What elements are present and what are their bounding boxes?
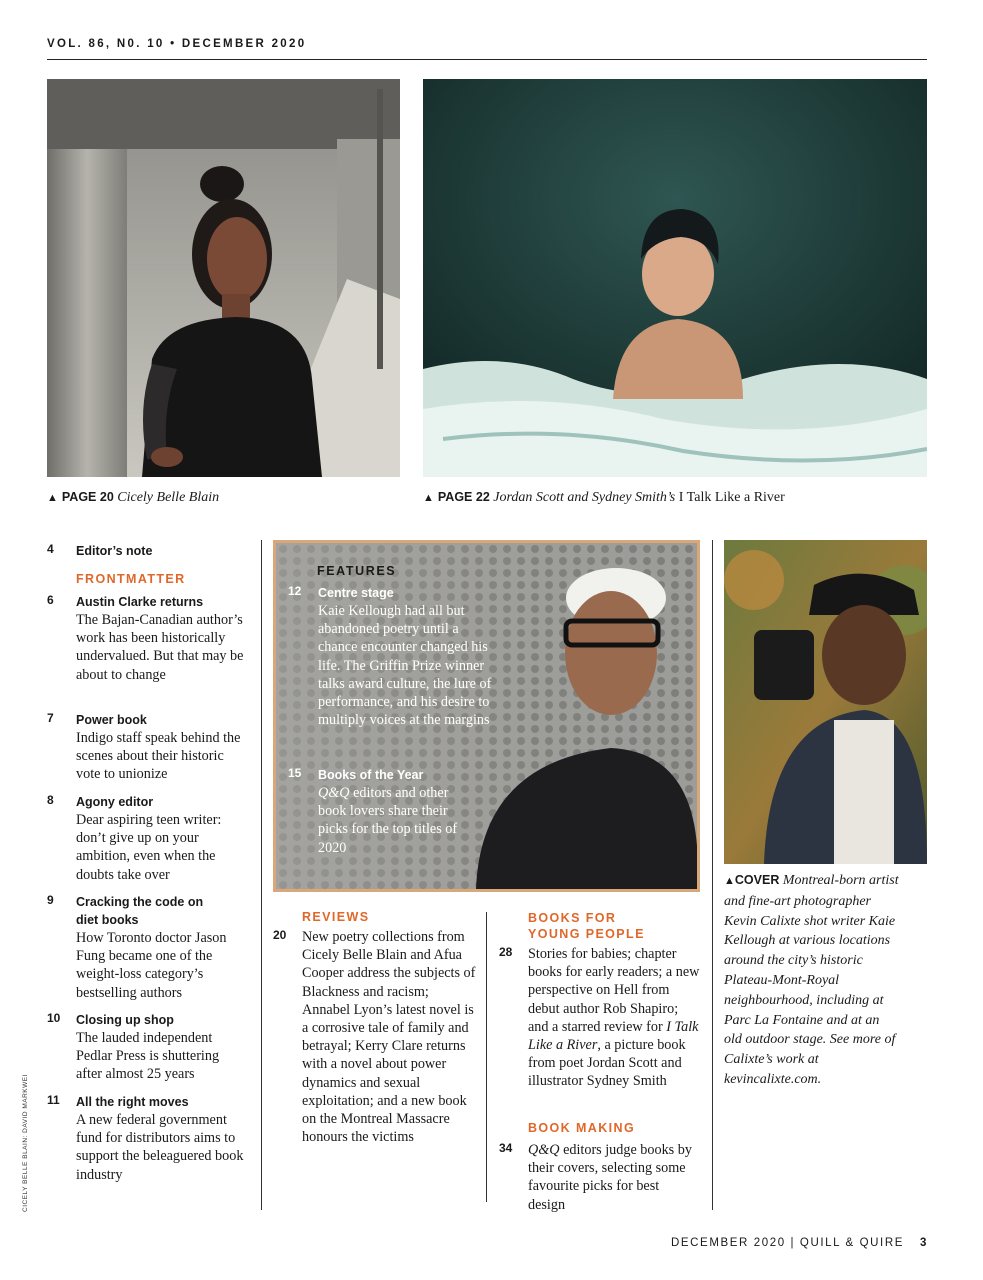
caption-page-20: ▲ PAGE 20 Cicely Belle Blain bbox=[47, 490, 220, 505]
toc-item[interactable]: 7 Power book Indigo staff speak behind the scenes about their historic vote to unionize bbox=[47, 711, 241, 783]
toc-item[interactable]: 8 Agony editor Dear aspiring teen writer: don’t give up on your ambition, even when the doubts take over bbox=[47, 793, 222, 883]
toc-reviews[interactable]: 20 New poetry collections from Cicely Belle Blain and Afua Cooper address the subjects of Blackness and racism; Annabel Lyon’s latest novel is a corrosive tale of family and betrayal; Kerry Clare returns with a novel about power dynamics and sexual exploitation; and a new book on the Montreal Massacre honours the victims bbox=[273, 928, 476, 1146]
books-young-people-heading: BOOKS FOR YOUNG PEOPLE bbox=[528, 911, 645, 941]
caption-page-22: ▲ PAGE 22 Jordan Scott and Sydney Smith’s I Talk Like a River bbox=[423, 490, 785, 505]
toc-item[interactable]: 11 All the right moves A new federal government fund for distributors aims to support the beleaguered book industry bbox=[47, 1093, 244, 1183]
masthead: VOL. 86, N0. 10 • DECEMBER 2020 bbox=[47, 38, 307, 50]
page-number: 3 bbox=[920, 1237, 928, 1249]
triangle-up-icon: ▲ bbox=[423, 492, 434, 504]
toc-books-young-people[interactable]: 28 Stories for babies; chapter books for early readers; a new perspective on Hell from debut author Rob Shapiro; and a starred review for I Talk Like a River, a picture book from poet Jordan Scott and illustrator Sydney Smith bbox=[499, 945, 700, 1090]
column-divider bbox=[486, 912, 487, 1202]
feature-item-centre-stage[interactable]: 12 Centre stage Kaie Kellough had all but abandoned poetry until a chance encounter changed his life. The Griffin Prize winner talks award culture, the lure of performance, and his desire to multiply voices at the margins bbox=[288, 584, 492, 729]
triangle-up-icon: ▲ bbox=[47, 492, 58, 504]
photo-kevin-calixte bbox=[724, 540, 927, 864]
cover-caption: ▲COVER Montreal-born artist and fine-art photographer Kevin Calixte shot writer Kaie Kellough at various locations around the city’s historic Plateau-Mont-Royal neighbourhood, including at Parc La Fontaine and at an old outdoor stage. See more of Calixte’s work at kevincalixte.com. bbox=[724, 873, 899, 1087]
column-divider bbox=[261, 540, 262, 1210]
features-panel bbox=[273, 540, 700, 892]
photo-cicely-belle-blain bbox=[47, 79, 400, 477]
toc-item[interactable]: 9 Cracking the code on diet books How Toronto doctor Jason Fung became one of the weight-loss category’s bestselling authors bbox=[47, 893, 227, 1001]
frontmatter-heading: FRONTMATTER bbox=[76, 572, 186, 586]
reviews-heading: REVIEWS bbox=[302, 910, 370, 924]
features-label: FEATURES bbox=[317, 564, 397, 578]
book-making-heading: BOOK MAKING bbox=[528, 1121, 636, 1135]
feature-item-books-of-the-year[interactable]: 15 Books of the Year Q&Q editors and other book lovers share their picks for the top titles of 2020 bbox=[288, 766, 458, 856]
toc-item[interactable]: 6 Austin Clarke returns The Bajan-Canadian author’s work has been historically undervalued. But that may be about to change bbox=[47, 593, 244, 683]
illustration-i-talk-like-a-river bbox=[423, 79, 927, 477]
toc-book-making[interactable]: 34 Q&Q editors judge books by their covers, selecting some favourite picks for best design bbox=[499, 1141, 692, 1213]
page-footer: DECEMBER 2020 | QUILL & QUIRE 3 bbox=[670, 1237, 928, 1249]
triangle-up-icon: ▲ bbox=[724, 875, 735, 887]
toc-item[interactable]: 10 Closing up shop The lauded independent Pedlar Press is shuttering after almost 25 years bbox=[47, 1011, 220, 1083]
header-rule bbox=[47, 59, 927, 60]
photo-credit: CICELY BELLE BLAIN: DAVID MARKWEI bbox=[22, 1074, 29, 1212]
toc-editors-note[interactable]: 4 Editor’s note bbox=[47, 542, 153, 558]
column-divider bbox=[712, 540, 713, 1210]
